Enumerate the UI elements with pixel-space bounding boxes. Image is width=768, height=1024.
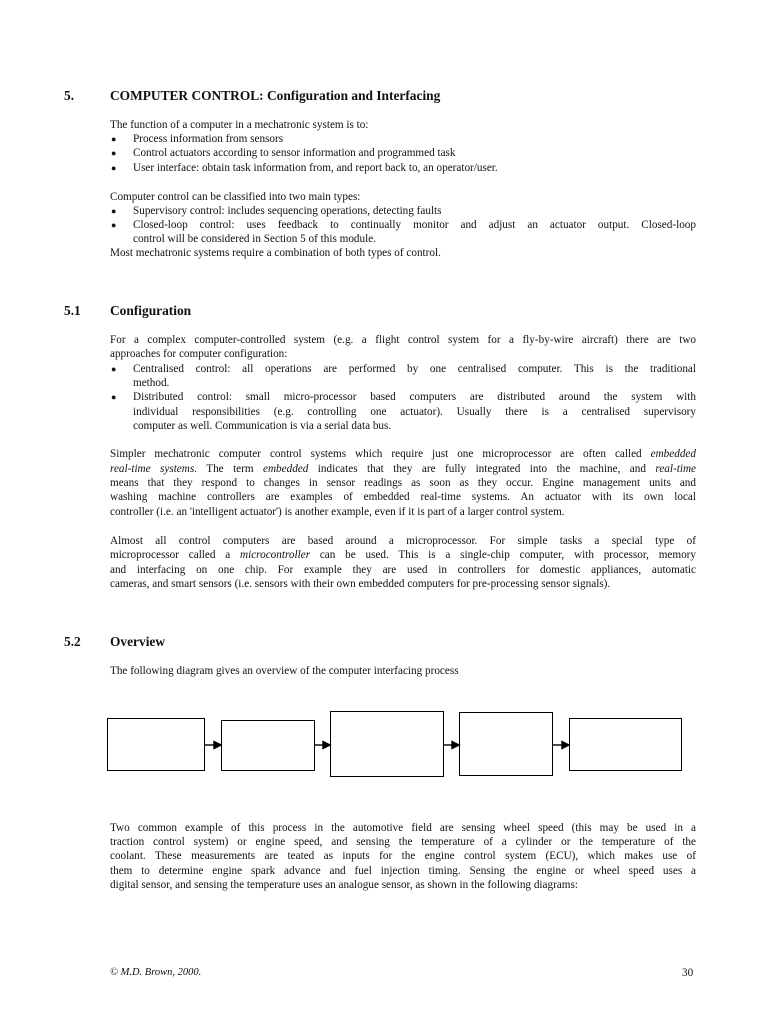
paragraph: microprocessor called a microcontroller can be used. This is a single-chip computer, with processor, memory: [110, 549, 696, 561]
section-number: 5.1: [64, 303, 81, 318]
arrow-head-icon: [562, 742, 569, 749]
section-title: COMPUTER CONTROL: Configuration and Interfacing: [110, 88, 441, 103]
paragraph: Most mechatronic systems require a combination of both types of control.: [110, 247, 441, 259]
section-title: Overview: [110, 634, 166, 649]
list-item-continued: individual responsibilities (e.g. controlling one actuator). Usually there is a centralised supervisory: [133, 406, 696, 418]
paragraph: The following diagram gives an overview of the computer interfacing process: [110, 665, 459, 677]
paragraph: coolant. These measurements are teated as inputs for the engine control system (ECU), which makes use of: [110, 850, 696, 862]
paragraph: Almost all control computers are based around a microprocessor. For simple tasks a special type of: [110, 535, 696, 547]
bullet-icon: ●: [111, 134, 117, 144]
list-item-continued: method.: [133, 377, 170, 389]
paragraph: Computer control can be classified into two main types:: [110, 191, 361, 203]
paragraph: and interfacing on one chip. For example they are used in controllers for domestic appliances, automatic: [110, 564, 696, 576]
bullet-icon: ●: [111, 206, 117, 216]
paragraph: Two common example of this process in the automotive field are sensing wheel speed (this may be used in a: [110, 822, 696, 834]
footer-copyright: © M.D. Brown, 2000.: [110, 967, 202, 978]
paragraph: For a complex computer-controlled system (e.g. a flight control system for a fly-by-wire aircraft) there are two: [110, 334, 696, 346]
list-item: User interface: obtain task information from, and report back to, an operator/user.: [133, 162, 498, 174]
list-item: Control actuators according to sensor information and programmed task: [133, 147, 456, 159]
arrow-head-icon: [214, 742, 221, 749]
page-number: 30: [682, 967, 694, 979]
arrow-head-icon: [323, 742, 330, 749]
paragraph: digital sensor, and sensing the temperature uses an analogue sensor, as shown in the following diagrams:: [110, 879, 578, 891]
bullet-icon: ●: [111, 148, 117, 158]
paragraph: controller (i.e. an 'intelligent actuator') is another example, even if it is part of a larger control system.: [110, 506, 565, 518]
paragraph: traction control system) or engine speed, and sensing the temperature of a cylinder or the temperature of the: [110, 836, 696, 848]
paragraph: The function of a computer in a mechatronic system is to:: [110, 119, 369, 131]
arrow-head-icon: [452, 742, 459, 749]
list-item: Distributed control: small micro-processor based computers are distributed around the system with: [133, 391, 696, 403]
paragraph: means that they respond to changes in sensor readings as soon as they occur. Engine management units and: [110, 477, 696, 489]
list-item-continued: computer as well. Communication is via a serial data bus.: [133, 420, 392, 432]
list-item: Centralised control: all operations are performed by one centralised computer. This is the traditional: [133, 363, 696, 375]
bullet-icon: ●: [111, 220, 117, 230]
paragraph: approaches for computer configuration:: [110, 348, 288, 360]
paragraph: real-time systems. The term embedded indicates that they are fully integrated into the machine, and real-time: [110, 463, 696, 475]
paragraph: Simpler mechatronic computer control systems which require just one microprocessor are often called embedded: [110, 448, 696, 460]
bullet-icon: ●: [111, 392, 117, 402]
paragraph: cameras, and smart sensors (i.e. sensors with their own embedded computers for pre-processing sensor signals).: [110, 578, 611, 590]
bullet-icon: ●: [111, 364, 117, 374]
list-item: Process information from sensors: [133, 133, 284, 145]
list-item-continued: control will be considered in Section 5 of this module.: [133, 233, 376, 245]
list-item: Supervisory control: includes sequencing operations, detecting faults: [133, 205, 442, 217]
list-item: Closed-loop control: uses feedback to continually monitor and adjust an actuator output. Closed-loop: [133, 219, 696, 231]
section-number: 5.: [64, 88, 75, 103]
bullet-icon: ●: [111, 163, 117, 173]
section-title: Configuration: [110, 303, 192, 318]
paragraph: washing machine controllers are examples of embedded real-time systems. An actuator with its own local: [110, 491, 696, 503]
paragraph: them to determine engine spark advance and fuel injection timing. Sensing the engine or wheel speed uses a: [110, 865, 696, 877]
section-number: 5.2: [64, 634, 81, 649]
